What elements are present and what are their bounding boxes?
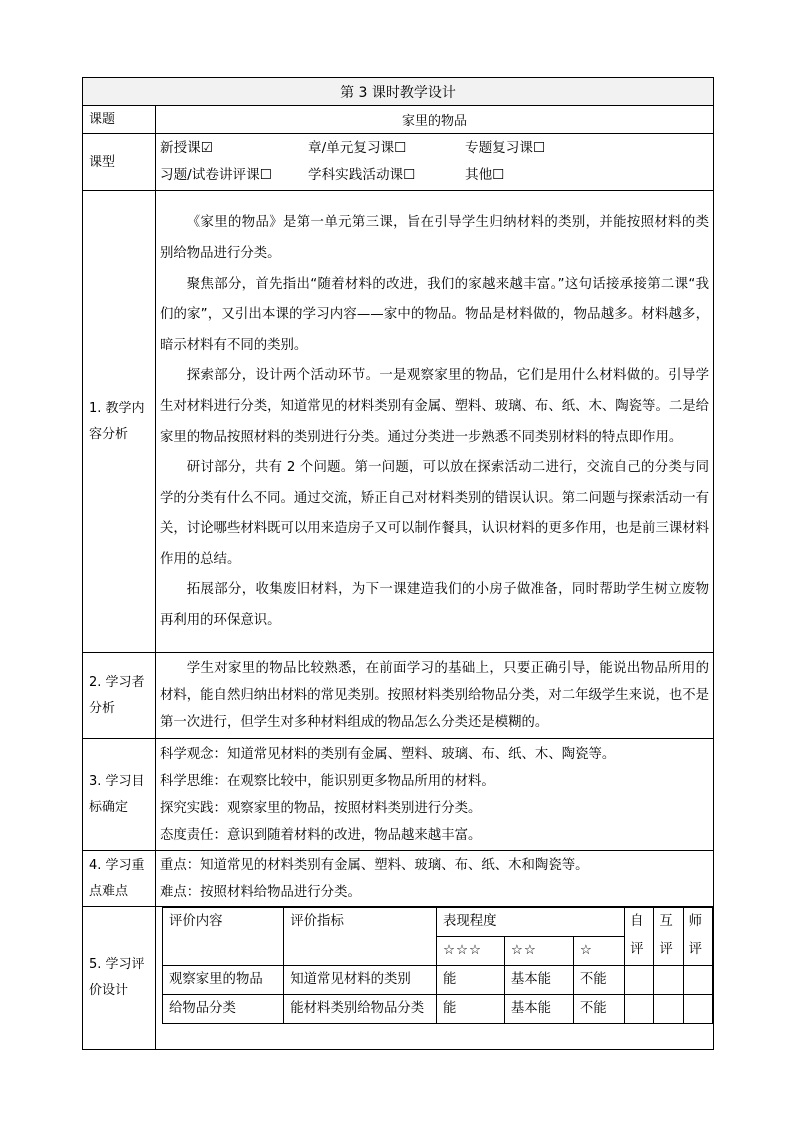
header-peer: 互评 [654,908,683,966]
content-paragraph: 研讨部分，共有 2 个问题。第一问题，可以放在探索活动二进行，交流自己的分类与同学的分类有什么不同。通过交流，矫正自己对材料类别的错误认识。第二问题与探索活动一有关，讨论哪些材料既可以用来造房子又可以制作餐具，认识材料的更多作用，也是前三课材料作用的总结。 [160,460,710,567]
header-self: 自评 [625,908,654,966]
lesson-type-option: 章/单元复习课☐ [308,140,407,156]
teacher-eval-cell[interactable] [683,995,712,1024]
lesson-type-option: 习题/试卷讲评课☐ [160,167,272,183]
evaluation-table [162,907,713,1024]
row-level-1: 能 [436,995,504,1024]
peer-eval-cell[interactable] [654,966,683,995]
objective-item: 科学观念：知道常见材料的类别有金属、塑料、玻璃、布、纸、木、陶瓷等。 [160,746,616,762]
row-indicator: 能材料类别给物品分类 [284,995,437,1024]
table-row [163,966,713,995]
lesson-type-option: 其他☐ [465,167,505,183]
row-level-3: 不能 [573,995,624,1024]
self-eval-cell[interactable] [625,966,654,995]
row-level-2: 基本能 [504,995,573,1024]
lesson-type-row-2 [156,162,713,189]
lesson-type-options [156,134,714,191]
objectives-body [156,739,714,851]
row-content: 给物品分类 [163,995,284,1024]
evaluation-body [156,907,714,1050]
lesson-type-option: 专题复习课☐ [465,140,546,156]
lesson-type-row-1 [156,135,713,162]
self-eval-cell[interactable] [625,995,654,1024]
header-performance: 表现程度 [436,908,624,937]
peer-eval-cell[interactable] [654,995,683,1024]
teacher-eval-cell[interactable] [683,966,712,995]
header-indicator: 评价指标 [284,908,437,966]
content-analysis-label: 1. 教学内容分析 [83,191,156,653]
learner-analysis-text: 学生对家里的物品比较熟悉，在前面学习的基础上，只要正确引导，能说出物品所用的材料，能自然归纳出材料的常见类别。按照材料类别给物品分类，对二年级学生来说，也不是第一次进行，但学生对多种材料组成的物品怎么分类还是模糊的。 [160,661,710,730]
page-title: 第 3 课时教学设计 [83,78,714,106]
header-content: 评价内容 [163,908,284,966]
level-one-star: ☆ [573,937,624,966]
content-paragraph: 聚焦部分，首先指出“随着材料的改进，我们的家越来越丰富。”这句话接承接第二课“我们的家”，又引出本课的学习内容——家中的物品。物品是材料做的，物品越多。材料越多，暗示材料有不同的类别。 [160,276,709,353]
row-content: 观察家里的物品 [163,966,284,995]
objective-item: 态度责任：意识到随着材料的改进，物品越来越丰富。 [160,827,482,843]
table-row [163,995,713,1024]
level-three-stars: ☆☆☆ [436,937,504,966]
content-paragraph: 拓展部分，收集废旧材料，为下一课建造我们的小房子做准备，同时帮助学生树立废物再利用的环保意识。 [160,582,709,629]
level-two-stars: ☆☆ [504,937,573,966]
objectives-label: 3. 学习目标确定 [83,739,156,851]
row-level-2: 基本能 [504,966,573,995]
content-paragraph: 探索部分，设计两个活动环节。一是观察家里的物品，它们是用什么材料做的。引导学生对材料进行分类，知道常见的材料类别有金属、塑料、玻璃、布、纸、木、陶瓷等。二是给家里的物品按照材料的类别进行分类。通过分类进一步熟悉不同类别材料的特点即作用。 [160,368,710,445]
lesson-type-label: 课型 [83,134,156,191]
topic-value: 家里的物品 [156,106,714,134]
evaluation-label: 5. 学习评价设计 [83,907,156,1050]
content-analysis-body [156,191,714,653]
key-points-label: 4. 学习重点难点 [83,851,156,907]
content-paragraph: 《家里的物品》是第一单元第三课，旨在引导学生归纳材料的类别，并能按照材料的类别给物品进行分类。 [160,215,709,261]
row-level-1: 能 [436,966,504,995]
lesson-type-option: 学科实践活动课☐ [308,167,416,183]
objective-item: 探究实践：观察家里的物品，按照材料类别进行分类。 [160,800,482,816]
lesson-design-table [82,77,714,1050]
header-teacher: 师评 [683,908,712,966]
learner-analysis-label: 2. 学习者分析 [83,653,156,739]
key-point-item: 重点：知道常见的材料类别有金属、塑料、玻璃、布、纸、木和陶瓷等。 [160,857,589,873]
topic-label: 课题 [83,106,156,134]
objective-item: 科学思维：在观察比较中，能识别更多物品所用的材料。 [160,773,495,789]
key-points-body [156,851,714,907]
lesson-type-option: 新授课☑ [160,140,213,156]
row-level-3: 不能 [573,966,624,995]
learner-analysis-body [156,653,714,739]
key-point-item: 难点：按照材料给物品进行分类。 [160,884,361,900]
row-indicator: 知道常见材料的类别 [284,966,437,995]
